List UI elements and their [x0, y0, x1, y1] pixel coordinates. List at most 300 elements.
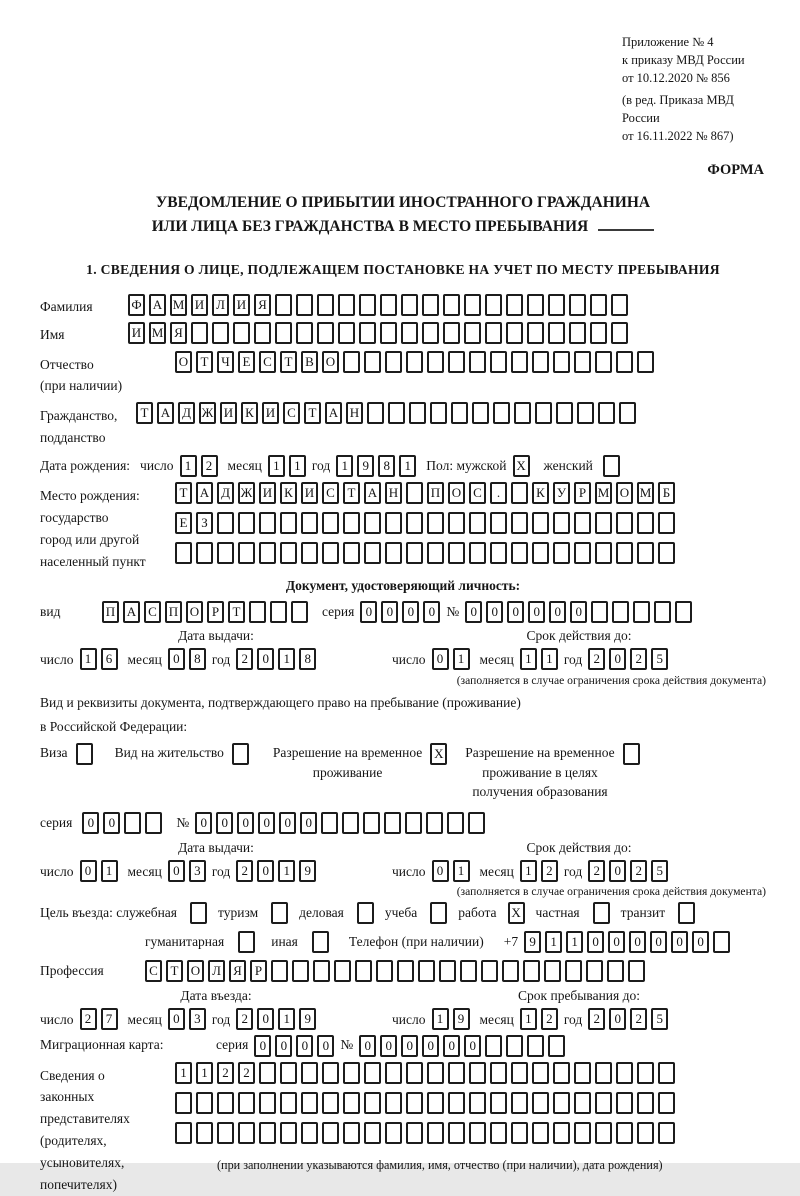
purpose-private-label: частная — [535, 905, 580, 921]
temp-residence-education-label-line: проживание в целях — [482, 764, 598, 780]
char-cell — [271, 960, 288, 982]
field-representatives — [40, 1062, 766, 1196]
char-cell: Ж — [238, 482, 255, 504]
representatives-label-line: усыновителях, — [40, 1154, 125, 1170]
char-cell — [595, 1062, 612, 1084]
char-cell — [675, 601, 692, 623]
char-cell: О — [448, 482, 465, 504]
char-cell — [607, 960, 624, 982]
char-cell — [418, 960, 435, 982]
char-cell: 0 — [432, 648, 449, 670]
char-cell — [322, 1092, 339, 1114]
char-cell: 9 — [453, 1008, 470, 1030]
char-cell — [527, 322, 544, 344]
char-cell — [364, 1092, 381, 1114]
char-cell — [430, 402, 447, 424]
char-cell — [217, 1122, 234, 1144]
char-cell: Т — [304, 402, 321, 424]
temp-residence-education-label-line: Разрешение на временное — [465, 745, 615, 761]
char-cell — [405, 812, 422, 834]
char-cell — [270, 601, 287, 623]
char-cell — [364, 1122, 381, 1144]
char-cell: 0 — [359, 1035, 376, 1057]
char-cell: И — [259, 482, 276, 504]
residence-doc-dates — [40, 840, 766, 898]
char-cell: 0 — [82, 812, 99, 834]
char-cell — [364, 542, 381, 564]
char-cell — [406, 482, 423, 504]
doc-valid-day-cells — [432, 648, 470, 670]
valid-until-heading: Срок действия до: — [526, 628, 632, 644]
char-cell: 2 — [236, 860, 253, 882]
char-cell — [388, 402, 405, 424]
char-cell: Л — [208, 960, 225, 982]
char-cell: А — [149, 294, 166, 316]
residence-series-cells — [82, 812, 162, 834]
char-cell — [427, 542, 444, 564]
char-cell — [217, 542, 234, 564]
char-cell — [514, 402, 531, 424]
representatives-label-line: Сведения о — [40, 1067, 105, 1083]
char-cell — [616, 1062, 633, 1084]
char-cell — [490, 351, 507, 373]
char-cell: 0 — [609, 860, 626, 882]
char-cell: 0 — [258, 812, 275, 834]
char-cell — [124, 812, 141, 834]
char-cell: Т — [166, 960, 183, 982]
temp-residence-label-line: Разрешение на временное — [272, 745, 423, 761]
char-cell — [363, 812, 380, 834]
char-cell — [553, 351, 570, 373]
section-1-heading: 1. СВЕДЕНИЯ О ЛИЦЕ, ПОДЛЕЖАЩЕМ ПОСТАНОВКЕ НА УЧЕТ ПО МЕСТУ ПРЕБЫВАНИЯ — [86, 262, 720, 278]
char-cell — [249, 601, 266, 623]
char-cell: А — [196, 482, 213, 504]
char-cell: 1 — [268, 455, 285, 477]
char-cell — [574, 512, 591, 534]
stay-year-cells — [588, 1008, 668, 1030]
char-cell: О — [175, 351, 192, 373]
char-cell — [380, 294, 397, 316]
char-cell — [271, 902, 288, 924]
phone-prefix: +7 — [503, 934, 519, 950]
char-cell — [623, 743, 640, 765]
char-cell — [469, 351, 486, 373]
residence-valid-month-cells — [520, 860, 558, 882]
visit-purpose-row2 — [145, 931, 766, 953]
char-cell — [637, 1062, 654, 1084]
char-cell: Р — [574, 482, 591, 504]
char-cell: Ч — [217, 351, 234, 373]
char-cell — [548, 294, 565, 316]
char-cell: 2 — [201, 455, 218, 477]
char-cell — [401, 294, 418, 316]
char-cell — [259, 542, 276, 564]
temp-residence-education-label — [465, 743, 614, 802]
purpose-official-checkbox — [190, 902, 207, 924]
char-cell — [301, 1092, 318, 1114]
char-cell — [590, 322, 607, 344]
birth-year-cells — [336, 455, 416, 477]
purpose-transit — [621, 902, 696, 924]
char-cell — [628, 960, 645, 982]
char-cell — [481, 960, 498, 982]
char-cell: 0 — [360, 601, 377, 623]
char-cell — [364, 351, 381, 373]
year-label: год — [563, 652, 583, 668]
validity-note: (заполняется в случае ограничения срока действия документа) — [456, 885, 766, 899]
char-cell — [439, 960, 456, 982]
field-surname — [40, 294, 766, 317]
month-label: месяц — [127, 652, 162, 668]
char-cell — [301, 512, 318, 534]
patronymic-label-line2: (при наличии) — [40, 378, 123, 394]
day-label: число — [392, 652, 426, 668]
char-cell — [619, 402, 636, 424]
char-cell: 1 — [278, 648, 295, 670]
char-cell: А — [157, 402, 174, 424]
purpose-study — [385, 902, 447, 924]
purpose-tourism-checkbox — [271, 902, 288, 924]
entry-month-cells — [168, 1008, 206, 1030]
char-cell: 5 — [651, 1008, 668, 1030]
char-cell — [569, 294, 586, 316]
field-migration-card — [40, 1035, 766, 1057]
char-cell — [232, 743, 249, 765]
residence-doc-series-number — [40, 812, 766, 834]
char-cell — [280, 1122, 297, 1144]
char-cell: 0 — [465, 601, 482, 623]
char-cell: С — [145, 960, 162, 982]
char-cell — [427, 1092, 444, 1114]
char-cell — [322, 512, 339, 534]
char-cell — [385, 542, 402, 564]
forma-label: ФОРМА — [707, 161, 764, 178]
representatives-note: (при заполнении указываются фамилия, имя, отчество (при наличии), дата рождения) — [217, 1157, 663, 1172]
char-cell: 1 — [289, 455, 306, 477]
citizenship-cells — [136, 402, 636, 424]
char-cell — [317, 294, 334, 316]
appendix-line: от 10.12.2020 № 856 — [622, 70, 730, 85]
purpose-transit-label: транзит — [620, 905, 666, 921]
char-cell: 3 — [189, 1008, 206, 1030]
doc-issue-month-cells — [168, 648, 206, 670]
purpose-other — [271, 931, 329, 953]
day-label: число — [392, 864, 426, 879]
char-cell — [406, 1092, 423, 1114]
char-cell: И — [301, 482, 318, 504]
char-cell — [511, 351, 528, 373]
char-cell — [406, 1062, 423, 1084]
char-cell — [553, 1062, 570, 1084]
char-cell: 2 — [541, 1008, 558, 1030]
char-cell: 0 — [402, 601, 419, 623]
phone-label: Телефон (при наличии) — [348, 934, 484, 950]
char-cell — [493, 402, 510, 424]
char-cell — [190, 902, 207, 924]
char-cell — [312, 931, 329, 953]
char-cell — [574, 1092, 591, 1114]
purpose-business-checkbox — [357, 902, 374, 924]
char-cell: 0 — [195, 812, 212, 834]
char-cell — [376, 960, 393, 982]
char-cell — [212, 322, 229, 344]
char-cell — [355, 960, 372, 982]
char-cell: 0 — [609, 648, 626, 670]
char-cell: 1 — [278, 1008, 295, 1030]
entry-day-cells — [80, 1008, 118, 1030]
char-cell — [406, 1122, 423, 1144]
year-label: год — [211, 1012, 231, 1028]
char-cell — [593, 902, 610, 924]
residence-doc-options — [40, 743, 766, 802]
title-line-1: УВЕДОМЛЕНИЕ О ПРИБЫТИИ ИНОСТРАННОГО ГРАЖДАНИНА — [155, 193, 651, 211]
char-cell — [322, 1062, 339, 1084]
char-cell — [658, 542, 675, 564]
char-cell — [426, 812, 443, 834]
char-cell — [616, 351, 633, 373]
char-cell: Р — [207, 601, 224, 623]
char-cell: 0 — [380, 1035, 397, 1057]
char-cell: О — [186, 601, 203, 623]
char-cell — [343, 1062, 360, 1084]
migration-series-cells — [254, 1035, 334, 1057]
stay-until-heading: Срок пребывания до: — [518, 988, 640, 1004]
char-cell — [296, 322, 313, 344]
char-cell: 9 — [299, 860, 316, 882]
char-cell — [468, 812, 485, 834]
char-cell: 1 — [432, 1008, 449, 1030]
char-cell — [238, 1092, 255, 1114]
char-cell — [469, 1092, 486, 1114]
char-cell — [532, 1122, 549, 1144]
char-cell — [506, 294, 523, 316]
char-cell: С — [322, 482, 339, 504]
char-cell — [616, 542, 633, 564]
char-cell: 0 — [237, 812, 254, 834]
residence-issue-month-cells — [168, 860, 206, 882]
purpose-humanitarian-label: гуманитарная — [145, 934, 225, 950]
char-cell: X — [513, 455, 530, 477]
char-cell: М — [170, 294, 187, 316]
char-cell: 5 — [651, 860, 668, 882]
valid-until-heading: Срок действия до: — [526, 840, 632, 855]
sex-female-checkbox — [603, 455, 620, 477]
representatives-cells-row2 — [175, 1092, 675, 1114]
purpose-private-checkbox — [593, 902, 610, 924]
option-temp-residence — [273, 743, 447, 782]
char-cell — [490, 1122, 507, 1144]
day-label: число — [40, 864, 74, 879]
char-cell — [616, 512, 633, 534]
char-cell: 0 — [80, 860, 97, 882]
char-cell: 0 — [257, 860, 274, 882]
representatives-label-line: законных — [40, 1089, 95, 1105]
char-cell — [637, 512, 654, 534]
char-cell — [259, 1062, 276, 1084]
char-cell — [343, 1092, 360, 1114]
amendment-line: (в ред. Приказа МВД России — [622, 93, 734, 125]
purpose-tourism-label: туризм — [218, 905, 259, 921]
char-cell: О — [187, 960, 204, 982]
char-cell: Т — [196, 351, 213, 373]
char-cell — [553, 542, 570, 564]
char-cell: 0 — [300, 812, 317, 834]
char-cell — [364, 512, 381, 534]
char-cell — [451, 402, 468, 424]
char-cell — [448, 1092, 465, 1114]
residence-permit-checkbox — [232, 743, 249, 765]
char-cell: П — [427, 482, 444, 504]
char-cell: И — [128, 322, 145, 344]
char-cell — [654, 601, 671, 623]
amendment-line: от 16.11.2022 № 867) — [622, 128, 734, 143]
char-cell — [409, 402, 426, 424]
month-label: месяц — [127, 1012, 162, 1028]
char-cell — [427, 1062, 444, 1084]
purpose-other-label: иная — [271, 934, 298, 950]
char-cell — [598, 402, 615, 424]
char-cell — [427, 351, 444, 373]
char-cell: Е — [238, 351, 255, 373]
sex-male-checkbox — [513, 455, 530, 477]
char-cell: Т — [228, 601, 245, 623]
char-cell — [527, 294, 544, 316]
char-cell: М — [149, 322, 166, 344]
char-cell — [380, 322, 397, 344]
char-cell — [343, 542, 360, 564]
char-cell — [485, 294, 502, 316]
char-cell: А — [364, 482, 381, 504]
purpose-work-checkbox — [508, 902, 525, 924]
char-cell — [196, 1092, 213, 1114]
series-label: серия — [216, 1037, 249, 1053]
residence-doc-intro-line2: в Российской Федерации: — [40, 719, 188, 735]
purpose-tourism — [218, 902, 288, 924]
char-cell: Я — [170, 322, 187, 344]
char-cell: 1 — [278, 860, 295, 882]
char-cell — [259, 1122, 276, 1144]
char-cell — [322, 1122, 339, 1144]
char-cell: 2 — [541, 860, 558, 882]
purpose-humanitarian — [145, 931, 255, 953]
residence-doc-intro-line1: Вид и реквизиты документа, подтверждающего право на пребывание (проживание) — [40, 694, 521, 710]
residence-issue-day-cells — [80, 860, 118, 882]
char-cell: Т — [280, 351, 297, 373]
stay-month-cells — [520, 1008, 558, 1030]
char-cell: . — [490, 482, 507, 504]
char-cell — [616, 1092, 633, 1114]
char-cell: И — [262, 402, 279, 424]
char-cell: З — [196, 512, 213, 534]
char-cell — [574, 351, 591, 373]
purpose-other-checkbox — [312, 931, 329, 953]
char-cell — [586, 960, 603, 982]
char-cell: С — [144, 601, 161, 623]
char-cell: 9 — [299, 1008, 316, 1030]
char-cell: 0 — [168, 1008, 185, 1030]
purpose-humanitarian-checkbox — [238, 931, 255, 953]
char-cell — [553, 512, 570, 534]
char-cell — [637, 1122, 654, 1144]
char-cell: В — [301, 351, 318, 373]
residence-doc-intro — [40, 691, 766, 740]
temp-residence-label-line: проживание — [312, 764, 383, 780]
char-cell: 1 — [453, 860, 470, 882]
char-cell — [469, 542, 486, 564]
char-cell — [385, 1062, 402, 1084]
residence-number-cells — [195, 812, 485, 834]
char-cell — [422, 294, 439, 316]
char-cell: 0 — [609, 1008, 626, 1030]
doc-valid-year-cells — [588, 648, 668, 670]
char-cell — [343, 351, 360, 373]
doc-number-cells — [465, 601, 692, 623]
char-cell — [401, 322, 418, 344]
sex-female-label: женский — [543, 457, 593, 473]
birth-place-label-line: государство — [40, 509, 109, 525]
char-cell: И — [220, 402, 237, 424]
appendix-line: к приказу МВД России — [622, 52, 745, 67]
char-cell — [464, 322, 481, 344]
char-cell — [678, 902, 695, 924]
birth-day-cells — [180, 455, 218, 477]
char-cell: 9 — [357, 455, 374, 477]
char-cell: Е — [175, 512, 192, 534]
char-cell — [406, 351, 423, 373]
day-label: число — [140, 457, 174, 473]
char-cell: 9 — [524, 931, 541, 953]
option-temp-residence-education — [465, 743, 639, 802]
residence-valid-year-cells — [588, 860, 668, 882]
char-cell — [422, 322, 439, 344]
char-cell — [367, 402, 384, 424]
entry-dates — [40, 988, 766, 1030]
char-cell — [317, 322, 334, 344]
char-cell — [397, 960, 414, 982]
field-citizenship — [40, 402, 766, 449]
month-label: месяц — [227, 457, 262, 473]
char-cell: 2 — [217, 1062, 234, 1084]
doc-number-label: № — [446, 604, 460, 620]
patronymic-label — [40, 351, 175, 398]
char-cell — [447, 812, 464, 834]
purpose-business-label: деловая — [299, 905, 344, 921]
char-cell: 2 — [588, 860, 605, 882]
birth-place-cells-row1 — [175, 482, 675, 504]
char-cell — [611, 322, 628, 344]
entry-year-cells — [236, 1008, 316, 1030]
birth-month-cells — [268, 455, 306, 477]
char-cell — [443, 294, 460, 316]
char-cell — [485, 322, 502, 344]
representatives-label — [40, 1062, 175, 1196]
char-cell — [384, 812, 401, 834]
patronymic-cells — [175, 351, 654, 373]
char-cell — [574, 542, 591, 564]
char-cell: 2 — [236, 648, 253, 670]
char-cell: Б — [658, 482, 675, 504]
char-cell — [448, 1122, 465, 1144]
char-cell: Н — [385, 482, 402, 504]
char-cell — [511, 1092, 528, 1114]
char-cell — [233, 322, 250, 344]
field-profession — [40, 960, 766, 982]
char-cell — [175, 542, 192, 564]
residence-issue-year-cells — [236, 860, 316, 882]
temp-residence-education-label-line: получения образования — [472, 784, 608, 800]
char-cell: 2 — [588, 1008, 605, 1030]
char-cell — [548, 1035, 565, 1057]
